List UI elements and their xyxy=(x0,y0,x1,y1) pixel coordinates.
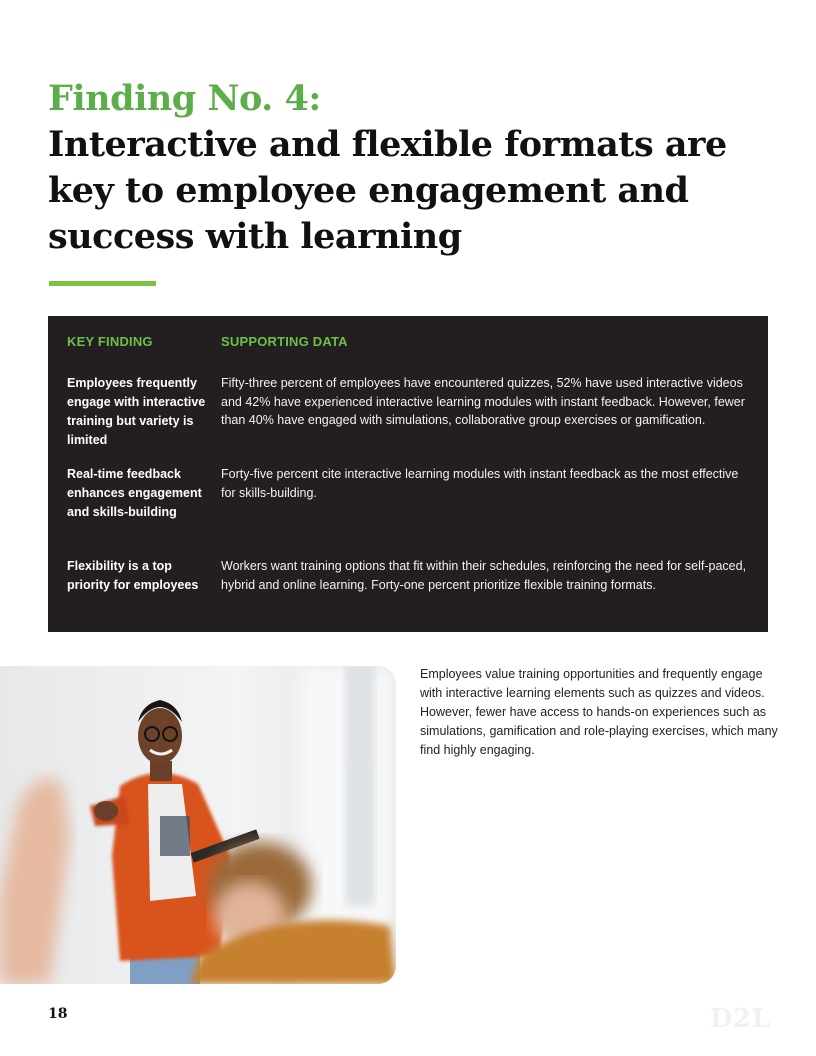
key-finding-cell: Flexibility is a top priority for employees xyxy=(67,559,199,592)
key-finding-header: KEY FINDING xyxy=(67,334,153,349)
supporting-data-header: SUPPORTING DATA xyxy=(221,334,348,349)
classroom-photo xyxy=(0,666,396,984)
body-paragraph: Employees value training opportunities and frequently engage with interactive learning elements such as quizzes and videos. However, fewer have access to hands-on experiences such as simulations, gamification and role-playing exercises, which many find highly engaging. xyxy=(420,667,778,757)
finding-kicker: Finding No. 4: xyxy=(48,78,321,119)
supporting-data-cell: Fifty-three percent of employees have encountered quizzes, 52% have used interactive videos and 42% have experienced interactive learning modules with instant feedback. However, fewer than 40% have engaged with simulations, collaborative group exercises or gamification. xyxy=(221,376,745,427)
findings-table xyxy=(48,316,768,632)
page-heading xyxy=(48,76,748,260)
key-finding-cell: Real-time feedback enhances engagement and skills-building xyxy=(67,467,202,519)
page-number: 18 xyxy=(48,1006,68,1022)
supporting-data-cell xyxy=(221,557,751,594)
supporting-data-cell: Forty-five percent cite interactive learning modules with instant feedback as the most effective for skills-building. xyxy=(221,467,739,500)
finding-title: Interactive and flexible formats are key to employee engagement and success with learning xyxy=(48,124,727,257)
accent-rule xyxy=(49,281,156,286)
key-finding-cell: Employees frequently engage with interactive training but variety is limited xyxy=(67,376,206,447)
d2l-logo: D2L xyxy=(710,1004,771,1034)
supporting-data-text: Workers want training options that fit within their schedules, reinforcing the need for self-paced, hybrid and online learning. Forty-one percent prioritize flexible training formats. xyxy=(221,559,747,592)
